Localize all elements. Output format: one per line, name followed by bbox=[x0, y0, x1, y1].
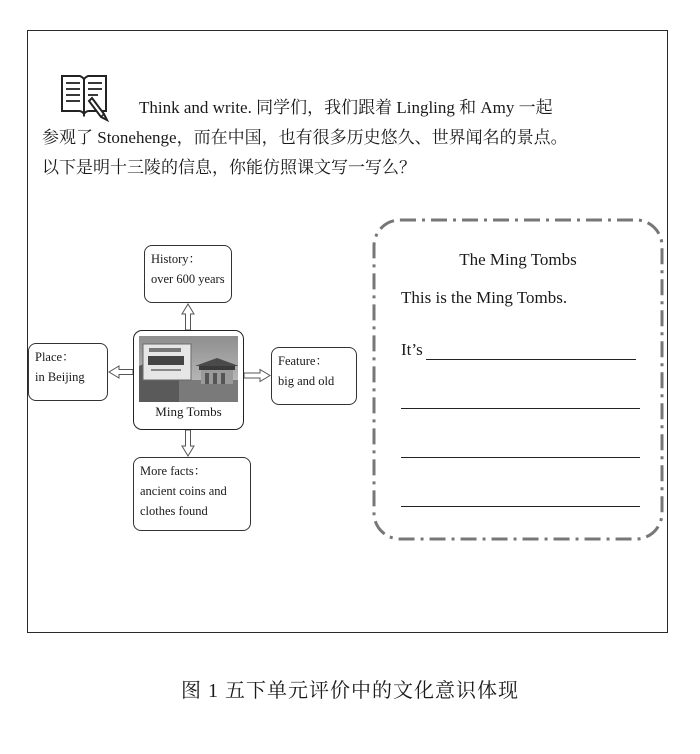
place-node bbox=[28, 343, 108, 401]
feature-title: Feature： bbox=[278, 354, 328, 368]
more-facts-node bbox=[133, 457, 251, 531]
writing-starter: It’s bbox=[401, 340, 423, 359]
history-title: History： bbox=[151, 252, 202, 266]
feature-node bbox=[271, 347, 357, 405]
feature-detail: big and old bbox=[278, 374, 335, 388]
facts-title: More facts： bbox=[140, 464, 207, 478]
answer-line-4[interactable] bbox=[401, 506, 640, 507]
place-title: Place： bbox=[35, 350, 75, 364]
history-node bbox=[144, 245, 232, 303]
figure-caption: 图 1 五下单元评价中的文化意识体现 bbox=[181, 680, 519, 702]
writing-title: The Ming Tombs bbox=[459, 250, 577, 269]
writing-sentence: This is the Ming Tombs. bbox=[401, 288, 568, 307]
instruction-line-2: 参观了 Stonehenge，而在中国，也有很多历史悠久、世界闻名的景点。 bbox=[42, 128, 568, 147]
instruction-line-3: 以下是明十三陵的信息，你能仿照课文写一写么？ bbox=[42, 158, 416, 177]
answer-line-3[interactable] bbox=[401, 457, 640, 458]
answer-line-2[interactable] bbox=[401, 408, 640, 409]
instruction-text bbox=[42, 93, 652, 183]
instruction-line-1: Think and write. 同学们，我们跟着 Lingling 和 Amy 一起 bbox=[139, 98, 553, 117]
facts-line-2: clothes found bbox=[140, 504, 208, 518]
writing-box bbox=[372, 218, 664, 541]
ming-tombs-center-node bbox=[133, 330, 244, 430]
place-detail: in Beijing bbox=[35, 370, 85, 384]
history-detail: over 600 years bbox=[151, 272, 225, 286]
answer-line-1[interactable] bbox=[426, 359, 636, 360]
facts-line-1: ancient coins and bbox=[140, 484, 227, 498]
center-label: Ming Tombs bbox=[155, 404, 222, 419]
ming-tombs-photo bbox=[139, 336, 238, 402]
